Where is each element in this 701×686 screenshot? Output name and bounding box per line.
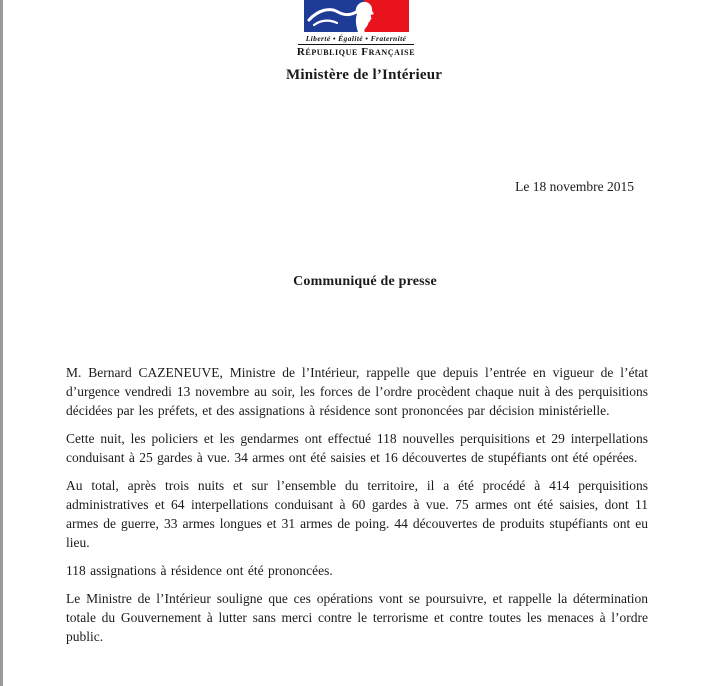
press-release-body — [66, 363, 648, 655]
date-line: Le 18 novembre 2015 — [515, 179, 634, 194]
body-paragraph: Au total, après trois nuits et sur l’ensemble du territoire, il a été procédé à 414 perquisitions administratives et 64 interpellations conduisant à 60 gardes à vue. 75 armes ont été saisies, dont 11 armes de guerre, 33 armes longues et 31 armes de poing. 44 découvertes de produits stupéfiants ont eu lieu. — [66, 478, 648, 550]
republique-francaise-text: République Française — [296, 46, 416, 58]
body-paragraph: 118 assignations à résidence ont été prononcées. — [66, 563, 333, 578]
motto-divider — [298, 44, 414, 45]
body-paragraph: Le Ministre de l’Intérieur souligne que ces opérations vont se poursuivre, et rappelle la détermination totale du Gouvernement à lutter sans merci contre le terrorisme et contre toutes les menaces à l’ordre public. — [66, 591, 648, 644]
marianne-flag-icon — [304, 0, 409, 32]
french-republic-logo — [297, 0, 415, 58]
press-release-title: Communiqué de presse — [293, 274, 437, 289]
body-paragraph: Cette nuit, les policiers et les gendarmes ont effectué 118 nouvelles perquisitions et 29 interpellations conduisant à 25 gardes à vue. 34 armes ont été saisies et 16 découvertes de stupéfiants ont été opérées. — [66, 431, 648, 465]
body-paragraph: M. Bernard CAZENEUVE, Ministre de l’Intérieur, rappelle que depuis l’entrée en vigueur de l’état d’urgence vendredi 13 novembre au soir, les forces de l’ordre procèdent chaque nuit à des perquisitions décidées par les préfets, et des assignations à résidence sont prononcées par décision ministérielle. — [66, 365, 648, 418]
motto-text: Liberté • Égalité • Fraternité — [305, 34, 407, 43]
ministry-title: Ministère de l’Intérieur — [286, 67, 443, 83]
